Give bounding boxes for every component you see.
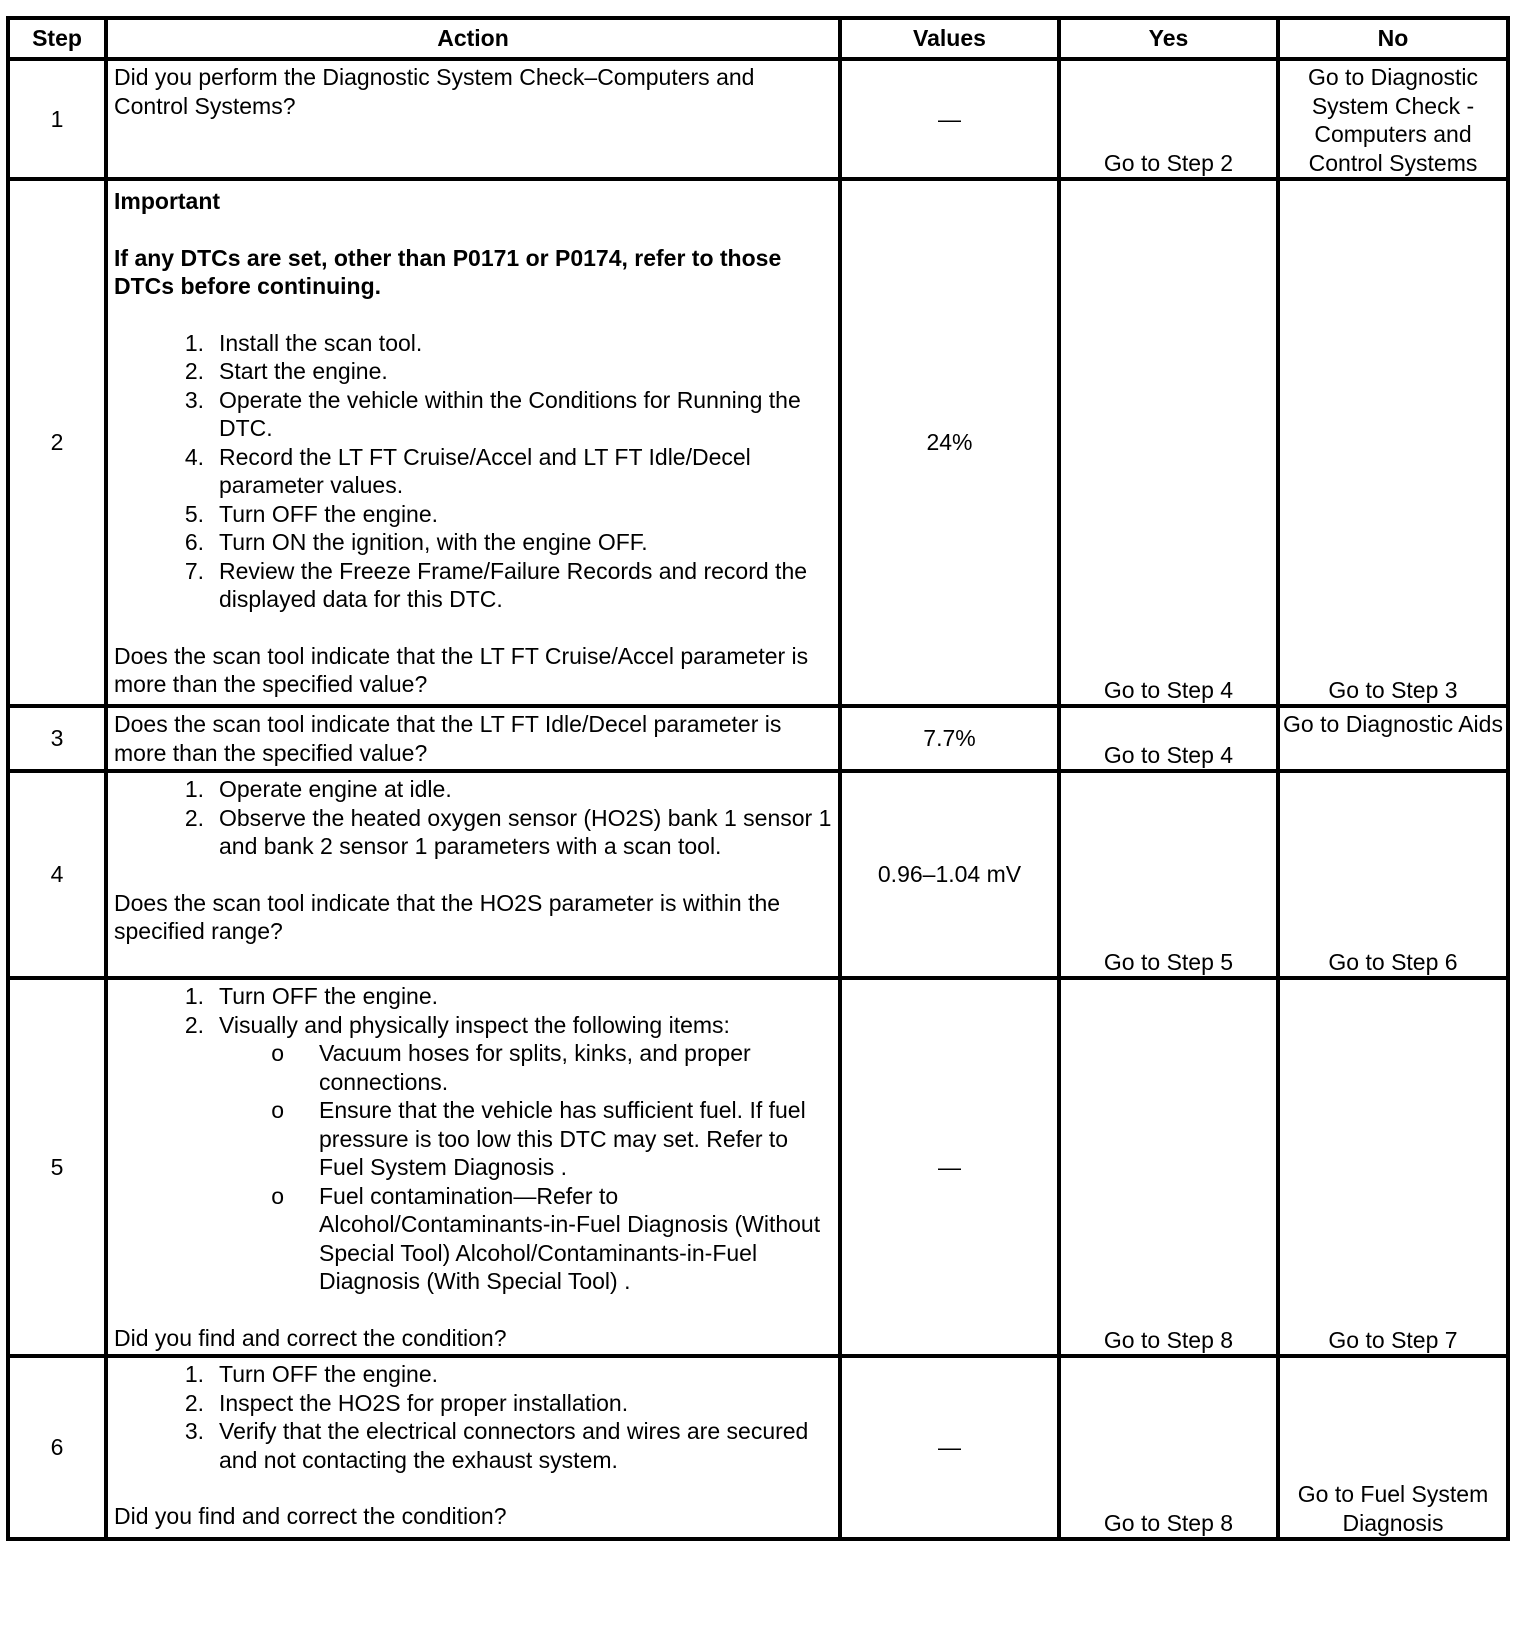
diagnostic-table	[6, 16, 1510, 1541]
bullet-icon: o	[271, 1097, 284, 1123]
table-row	[8, 179, 1508, 706]
table-row	[8, 771, 1508, 978]
list-item: 2. Visually and physically inspect the following items:	[184, 1011, 730, 1038]
header-action: Action	[106, 18, 840, 59]
action-cell	[106, 179, 840, 706]
step-number: 2	[8, 179, 106, 706]
list-item: 2. Observe the heated oxygen sensor (HO2S) bank 1 sensor 1 and bank 2 sensor 1 parameters with a scan tool.	[184, 804, 832, 859]
action-question: Did you find and correct the condition?	[114, 1503, 507, 1529]
bullet-icon: o	[271, 1182, 284, 1209]
sub-list-item: o Ensure that the vehicle has sufficient fuel. If fuel pressure is too low this DTC may set. Refer to Fuel System Diagnosis .	[114, 1096, 832, 1182]
header-step: Step	[8, 18, 106, 59]
value-cell: —	[840, 978, 1059, 1356]
yes-cell: Go to Step 4	[1059, 179, 1278, 706]
table-row	[8, 1356, 1508, 1539]
header-values: Values	[840, 18, 1059, 59]
list-item: 2. Start the engine.	[184, 358, 388, 384]
step-number: 1	[8, 59, 106, 179]
step-list	[114, 1360, 832, 1474]
header-row	[8, 18, 1508, 59]
list-item: 1. Turn OFF the engine.	[184, 983, 439, 1009]
value-cell: 7.7%	[840, 706, 1059, 771]
yes-cell: Go to Step 2	[1059, 59, 1278, 179]
step-list	[114, 982, 832, 1039]
list-item: 1. Operate engine at idle.	[184, 776, 452, 802]
table-row	[8, 978, 1508, 1356]
step-list	[114, 329, 832, 614]
step-list	[114, 775, 832, 861]
no-cell: Go to Step 7	[1278, 978, 1508, 1356]
list-item: 2. Inspect the HO2S for proper installation.	[184, 1389, 629, 1416]
no-cell: Go to Diagnostic Aids	[1278, 706, 1508, 771]
list-item: 1. Turn OFF the engine.	[184, 1361, 439, 1387]
list-item: 3. Operate the vehicle within the Conditions for Running the DTC.	[184, 386, 801, 441]
no-cell: Go to Step 3	[1278, 179, 1508, 706]
step-number: 3	[8, 706, 106, 771]
action-cell	[106, 771, 840, 978]
value-cell: —	[840, 1356, 1059, 1539]
list-item: 1. Install the scan tool.	[184, 329, 423, 356]
value-cell: 0.96–1.04 mV	[840, 771, 1059, 978]
no-cell: Go to Diagnostic System Check - Computers and Control Systems	[1278, 59, 1508, 179]
list-item: 7. Review the Freeze Frame/Failure Records and record the displayed data for this DTC.	[184, 557, 808, 612]
step-number: 4	[8, 771, 106, 978]
no-cell: Go to Fuel System Diagnosis	[1278, 1356, 1508, 1539]
action-question: Did you perform the Diagnostic System Check–Computers and Control Systems?	[114, 64, 755, 119]
action-cell	[106, 59, 840, 179]
important-note: If any DTCs are set, other than P0171 or P0174, refer to those DTCs before continuing.	[114, 244, 782, 299]
action-cell	[106, 706, 840, 771]
table-row	[8, 59, 1508, 179]
step-number: 6	[8, 1356, 106, 1539]
action-question: Does the scan tool indicate that the LT FT Idle/Decel parameter is more than the specified value?	[114, 711, 782, 766]
yes-cell: Go to Step 4	[1059, 706, 1278, 771]
action-question: Did you find and correct the condition?	[114, 1324, 507, 1351]
bullet-icon: o	[271, 1040, 284, 1066]
yes-cell: Go to Step 8	[1059, 1356, 1278, 1539]
sub-list-item: o Vacuum hoses for splits, kinks, and proper connections.	[114, 1039, 832, 1096]
action-question: Does the scan tool indicate that the LT FT Cruise/Accel parameter is more than the specified value?	[114, 642, 809, 697]
sub-list	[114, 1039, 832, 1296]
no-cell: Go to Step 6	[1278, 771, 1508, 978]
table-row	[8, 706, 1508, 771]
list-item: 4. Record the LT FT Cruise/Accel and LT FT Idle/Decel parameter values.	[184, 443, 751, 498]
action-question: Does the scan tool indicate that the HO2S parameter is within the specified range?	[114, 889, 781, 944]
yes-cell: Go to Step 5	[1059, 771, 1278, 978]
important-heading: Important	[114, 188, 221, 214]
step-number: 5	[8, 978, 106, 1356]
action-cell	[106, 978, 840, 1356]
value-cell: —	[840, 59, 1059, 179]
header-yes: Yes	[1059, 18, 1278, 59]
sub-list-item: o Fuel contamination—Refer to Alcohol/Contaminants-in-Fuel Diagnosis (Without Special Tool) Alcohol/Contaminants-in-Fuel Diagnosis (With Special Tool) .	[114, 1182, 832, 1296]
action-cell	[106, 1356, 840, 1539]
list-item: 6. Turn ON the ignition, with the engine OFF.	[184, 529, 648, 555]
list-item: 3. Verify that the electrical connectors and wires are secured and not contacting the exhaust system.	[184, 1418, 809, 1473]
yes-cell: Go to Step 8	[1059, 978, 1278, 1356]
header-no: No	[1278, 18, 1508, 59]
list-item: 5. Turn OFF the engine.	[184, 500, 439, 527]
value-cell: 24%	[840, 179, 1059, 706]
